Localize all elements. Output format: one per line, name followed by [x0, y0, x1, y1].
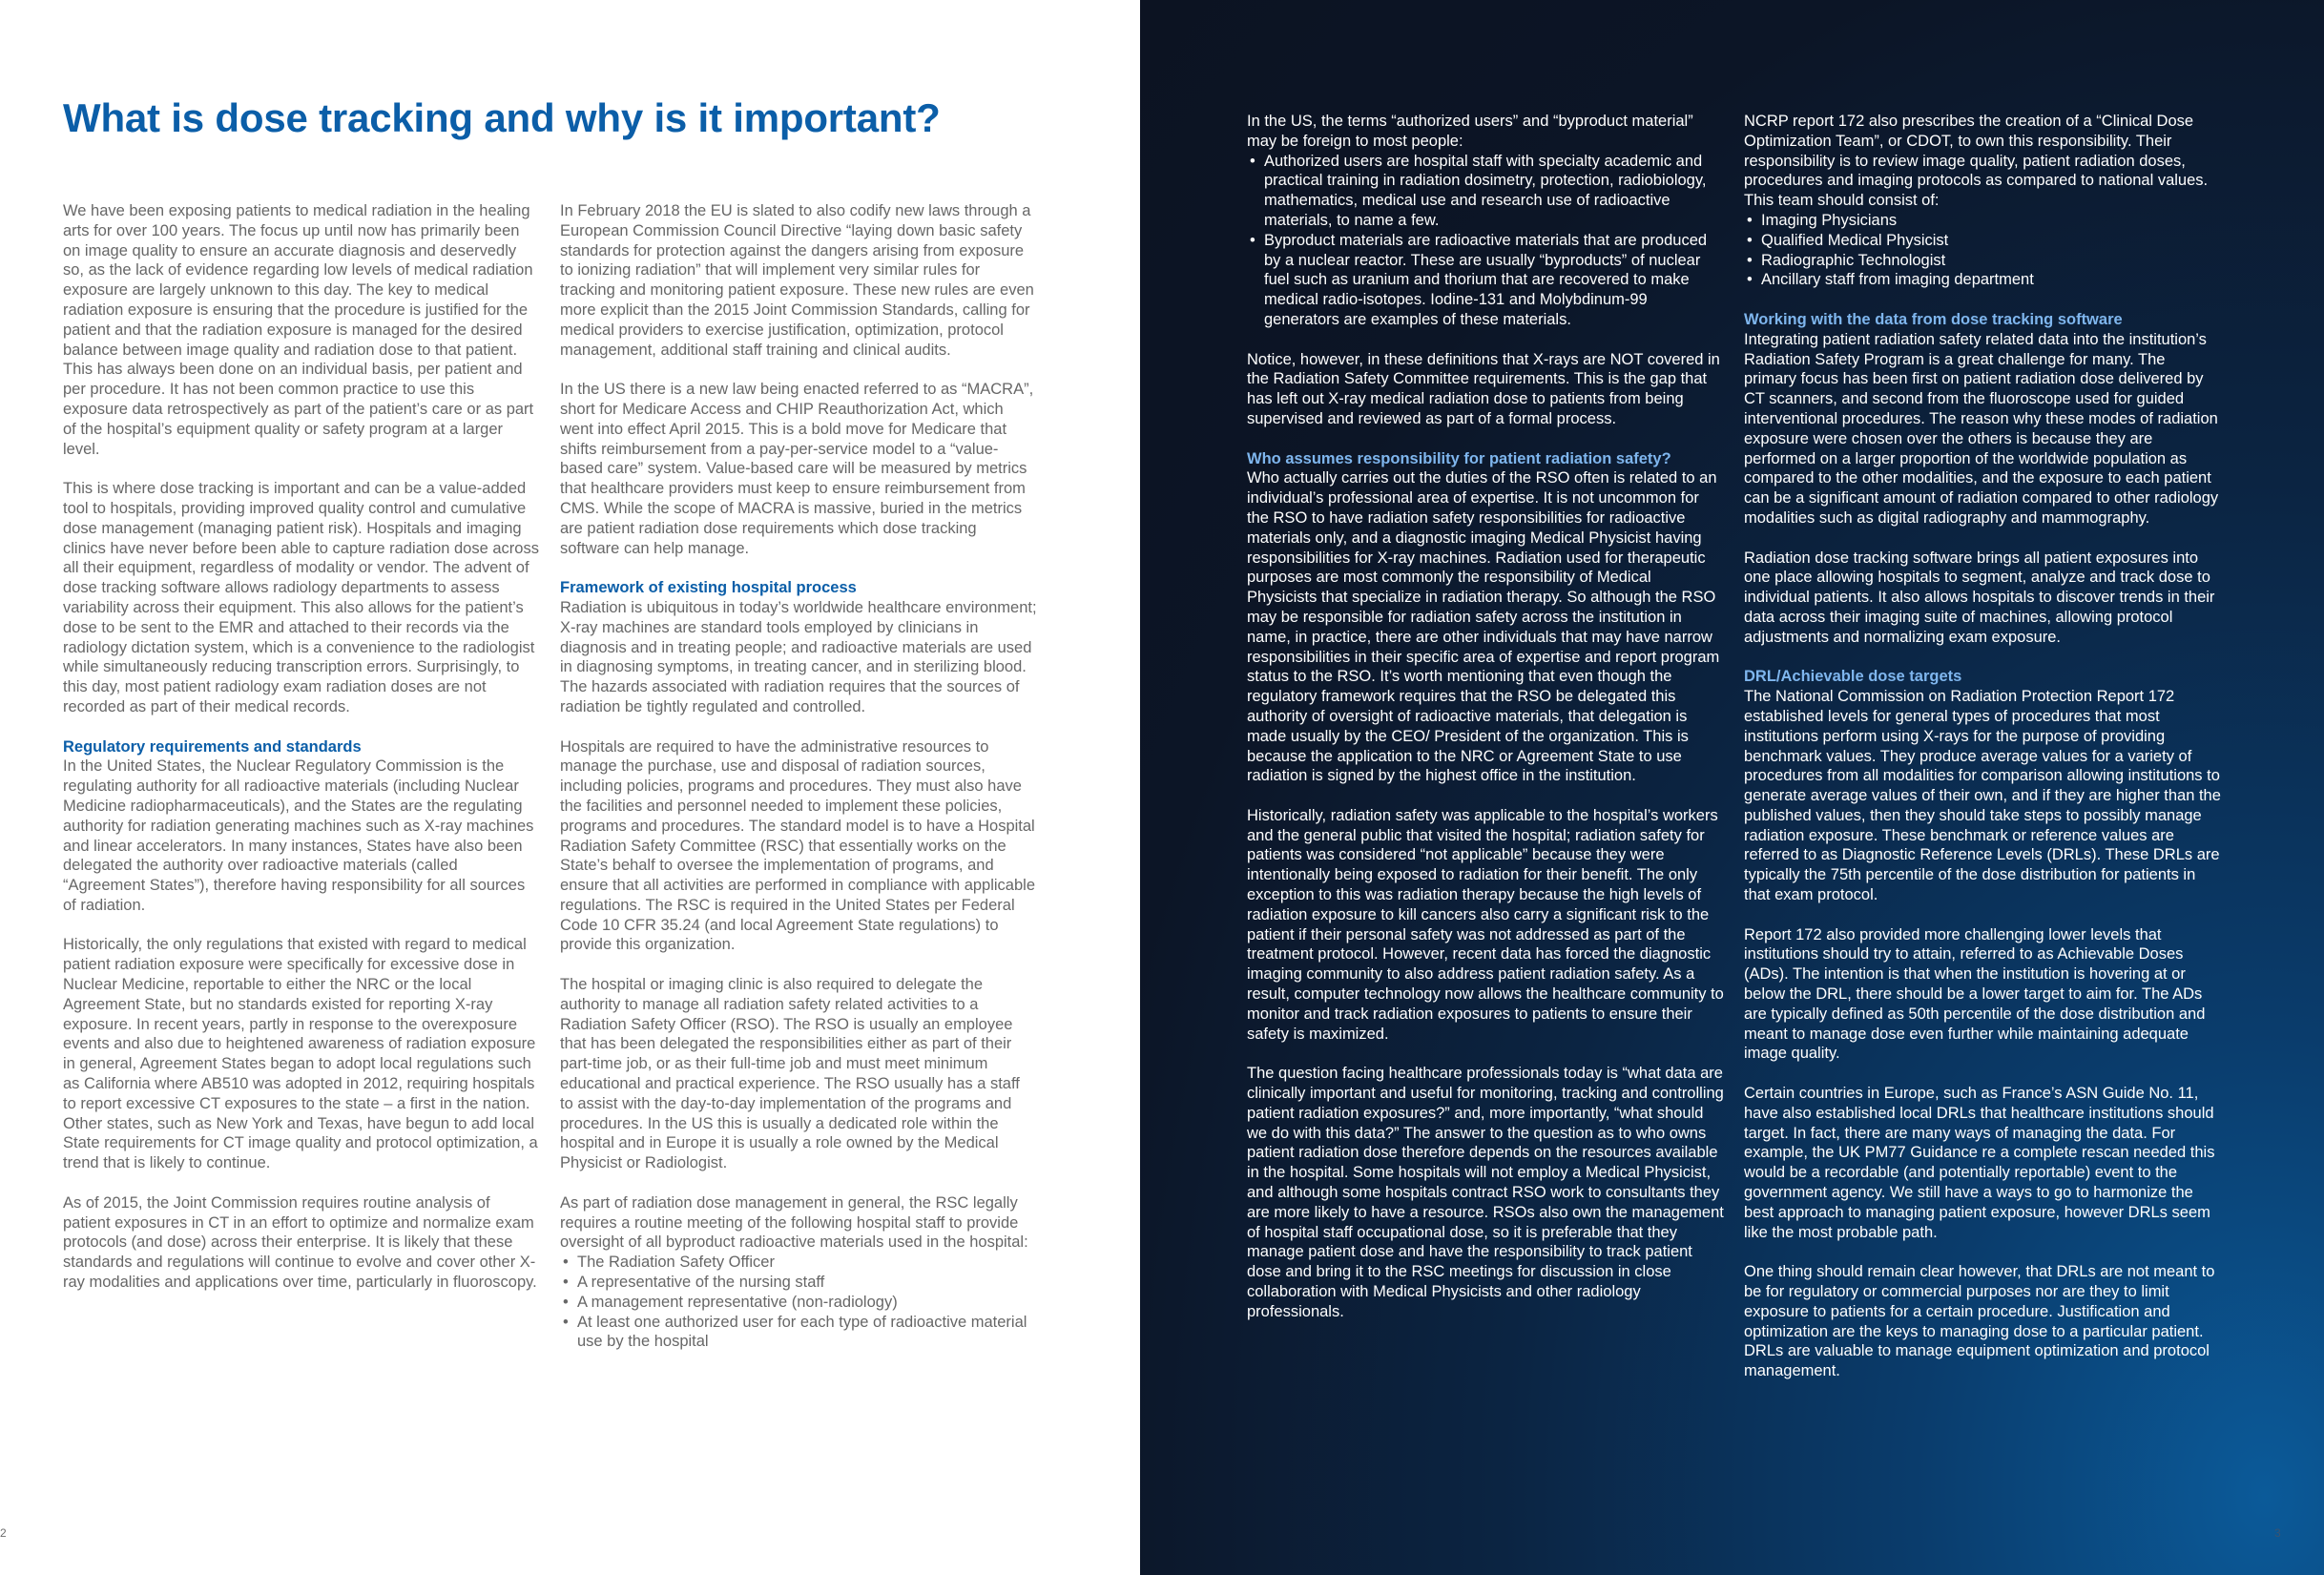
paragraph: Integrating patient radiation safety related data into the institution’s Radiation Safety Program is a great challenge for many. The primary focus has been first on patient radiation dose delivered by CT scanners, and second from the fluoroscope used for guided interventional procedures. The reason why these modes of radiation exposure were chosen over the others is because they are performed on a larger proportion of the worldwide population as compared to the other modalities, and the exposure to each patient can be a significant amount of radiation compared to other radiology modalities such as digital radiography and mammography.: [1744, 330, 2219, 527]
list-item: • The Radiation Safety Officer: [560, 1253, 1037, 1273]
paragraph: Who actually carries out the duties of the RSO often is related to an individual’s professional area of expertise. It is not uncommon for the RSO to have radiation safety responsibilities for radioactive materials only, and a diagnostic imaging Medical Physicist having responsibilities for X-ray machines. Radiation used for therapeutic purposes are most commonly the responsibility of Medical Physicists that specialize in radiation therapy. So although the RSO may be responsible for radiation safety across the institution in name, in practice, there are other individuals that may have narrow responsibilities in their specific area of expertise and report program status to the RSO. It’s worth mentioning that even though the regulatory framework requires that the RSO be delegated this authority of oversight of radioactive materials, that delegation is made usually by the CEO/ President of the organization. This is because the application to the NRC or Agreement State to use radiation is signed by the highest office in the institution.: [1247, 469, 1720, 785]
paragraph: Radiation dose tracking software brings all patient exposures into one place allowing hospitals to segment, analyze and track dose to individual patients. It also allows hospitals to discover trends in their data across their imaging suite of machines, allowing protocol adjustments and normalizing exam exposure.: [1744, 549, 2215, 646]
paragraph: Historically, the only regulations that existed with regard to medical patient radiation exposure were specifically for excessive dose in Nuclear Medicine, reportable to either the NRC or the local Agreement State, but no standards existed for reporting X-ray exposure. In recent years, partly in response to the overexposure events and also due to heightened awareness of radiation exposure in general, Agreement States began to adopt local regulations such as California where AB510 was adopted in 2012, requiring hospitals to report excessive CT exposures to the state – a first in the nation. Other states, such as New York and Texas, have begun to add local State requirements for CT image quality and protocol optimization, a trend that is likely to continue.: [63, 936, 538, 1172]
paragraph: This is where dose tracking is important and can be a value-added tool to hospitals, providing improved quality control and cumulative dose management (managing patient risk). Hospitals and imaging clinics have never before been able to capture radiation dose across all their equipment, regardless of modality or vendor. The advent of dose tracking software allows radiology departments to assess variability across their equipment. This also allows for the patient’s dose to be sent to the EMR and attached to their records via the radiology dictation system, which is a convenience to the radiologist while simultaneously reducing transcription errors. Surprisingly, to this day, most patient radiology exam radiation doses are not recorded as part of their medical records.: [63, 480, 539, 715]
rsc-members-list: [560, 1253, 1037, 1352]
cdot-members-list: [1744, 211, 2221, 290]
section-heading-who: Who assumes responsibility for patient radiation safety?: [1247, 449, 1671, 467]
paragraph: Radiation is ubiquitous in today’s worldwide healthcare environment; X-ray machines are standard tools employed by clinicians in diagnosis and in treating people; and radioactive materials are used in diagnosing symptoms, in treating cancer, and in sterilizing blood. The hazards associated with radiation requires that the sources of radiation be tightly regulated and controlled.: [560, 598, 1037, 715]
paragraph: Hospitals are required to have the administrative resources to manage the purchase, use and disposal of radiation sources, including policies, programs and procedures. They must also have the facilities and personnel needed to implement these policies, programs and procedures. The standard model is to have a Hospital Radiation Safety Committee (RSC) that essentially works on the State’s behalf to oversee the implementation of programs, and ensure that all activities are performed in compliance with applicable regulations. The RSC is required in the United States per Federal Code 10 CFR 35.24 (and local Agreement State regulations) to provide this organization.: [560, 737, 1036, 954]
list-item: • Byproduct materials are radioactive materials that are produced by a nuclear reactor. These are usually “byproducts” of nuclear fuel such as uranium and thorium that are recovered to make medical radio-isotopes. Iodine-131 and Molybdinum-99 generators are examples of these materials.: [1247, 231, 1724, 330]
section-heading-drl: DRL/Achievable dose targets: [1744, 668, 1962, 686]
paragraph: In the US, the terms “authorized users” and “byproduct material” may be foreign to most people:: [1247, 113, 1693, 150]
section-heading-regulatory: Regulatory requirements and standards: [63, 737, 362, 756]
list-item: • A management representative (non-radiology): [560, 1293, 1037, 1313]
page-number-right: 3: [2274, 1526, 2281, 1540]
paragraph: The hospital or imaging clinic is also required to delegate the authority to manage all radiation safety related activities to a Radiation Safety Officer (RSO). The RSO is usually an employee that has been delegated the responsibilities either as part of their part-time job, or as their full-time job and must meet minimum educational and practical experience. The RSO usually has a staff to assist with the day-to-day implementation of the programs and procedures. In the US this is usually a dedicated role within the hospital and in Europe it is usually a role owned by the Medical Physicist or Radiologist.: [560, 976, 1020, 1172]
paragraph: As of 2015, the Joint Commission requires routine analysis of patient exposures in CT in an effort to optimize and normalize exam protocols (and dose) across their enterprise. It is likely that these standards and regulations will continue to evolve and cover other X-ray modalities and applications over time, particularly in fluoroscopy.: [63, 1193, 537, 1292]
list-item: • A representative of the nursing staff: [560, 1273, 1037, 1293]
paragraph: Historically, radiation safety was applicable to the hospital’s workers and the general public that visited the hospital; radiation safety for patients was considered “not applicable” because they were intentionally being exposed to radiation for their benefit. The only exception to this was radiation therapy because the high levels of radiation exposure to kill cancers also carry a significant risk to the patient if their personal safety was not addressed as part of the treatment protocol. However, recent data has forced the diagnostic imaging community to also address patient radiation safety. As a result, computer technology now allows the healthcare community to monitor and track radiation exposures to patients to ensure their safety is maximized.: [1247, 806, 1724, 1043]
paragraph: Report 172 also provided more challenging lower levels that institutions should try to attain, referred to as Achievable Doses (ADs). The intention is that when the institution is hovering at or below the DRL, there should be a lower target to aim for. The ADs are typically defined as 50th percentile of the dose distribution and meant to manage dose even further while maintaining adequate image quality.: [1744, 925, 2206, 1063]
paragraph: In the United States, the Nuclear Regulatory Commission is the regulating authority for all radioactive materials (including Nuclear Medicine radiopharmaceuticals), and the States are the regulating authority for radiation generating machines such as X-ray machines and linear accelerators. In many instances, States have also been delegated the authority over radioactive materials (called “Agreement States”), therefore having responsibility for all sources of radiation.: [63, 757, 534, 914]
paragraph: Certain countries in Europe, such as France’s ASN Guide No. 11, have also established local DRLs that healthcare institutions should target. In fact, there are many ways of managing the data. For example, the UK PM77 Guidance re a complete rescan needed this would be a recordable (and potentially reportable) event to the government agency. We still have a ways to go to harmonize the best approach to managing patient exposure, however DRLs seem like the most probable path.: [1744, 1085, 2215, 1241]
list-item: • Ancillary staff from imaging department: [1744, 270, 2221, 290]
paragraph: The National Commission on Radiation Protection Report 172 established levels for general types of procedures that most institutions perform using X-rays for the purpose of providing benchmark values. They produce average values for a variety of procedures from all modalities for comparison allowing institutions to generate average values of their own, and if they are higher than the published values, then they should take steps to possibly manage radiation exposure. These benchmark or reference values are referred to as Diagnostic Reference Levels (DRLs). These DRLs are typically the 75th percentile of the dose distribution for patients in that exam protocol.: [1744, 688, 2221, 904]
section-heading-framework: Framework of existing hospital process: [560, 579, 857, 597]
page-title: What is dose tracking and why is it important?: [63, 95, 941, 140]
list-item: • At least one authorized user for each type of radioactive material use by the hospital: [560, 1313, 1037, 1353]
page-number-left: 2: [0, 1526, 7, 1540]
paragraph: The question facing healthcare professionals today is “what data are clinically important and useful for monitoring, tracking and controlling patient radiation exposures?” and, more importantly, “what should we do with this data?” The answer to the question as to who owns patient radiation dose therefore depends on the resources available in the hospital. Some hospitals will not employ a Medical Physicist, and although some hospitals contract RSO work to consultants they are more likely to have a resource. RSOs also own the management of hospital staff occupational dose, so it is preferable that they manage patient dose and have the responsibility to track patient dose and bring it to the RSC meetings for discussion in close collaboration with Medical Physicists and other radiology professionals.: [1247, 1065, 1724, 1320]
paragraph: We have been exposing patients to medical radiation in the healing arts for over 100 years. The focus up until now has primarily been on image quality to ensure an accurate diagnosis and deservedly so, as the lack of evidence regarding low levels of medical radiation exposure are largely unknown to this day. The key to medical radiation exposure is ensuring that the procedure is justified for the patient and that the radiation exposure is managed for the desired balance between image quality and radiation dose to that patient. This has always been done on an individual basis, per patient and per procedure. It has not been common practice to use this exposure data retrospectively as part of the patient’s care or as part of the hospital’s equipment quality or safety program at a larger level.: [63, 202, 534, 458]
list-item: • Radiographic Technologist: [1744, 251, 2221, 271]
section-heading-working: Working with the data from dose tracking software: [1744, 310, 2123, 328]
paragraph: NCRP report 172 also prescribes the creation of a “Clinical Dose Optimization Team”, or CDOT, to own this responsibility. Their responsibility is to review image quality, patient radiation doses, procedures and imaging protocols as compared to national values. This team should consist of:: [1744, 113, 2209, 210]
right-column-1: [1247, 112, 1724, 1341]
right-column-2: [1744, 112, 2221, 1401]
list-item: • Qualified Medical Physicist: [1744, 231, 2221, 251]
paragraph: Notice, however, in these definitions that X-rays are NOT covered in the Radiation Safety Committee requirements. This is the gap that has left out X-ray medical radiation dose to patients from being supervised and reviewed as part of a formal process.: [1247, 350, 1720, 427]
definitions-list: [1247, 152, 1724, 330]
list-item: • Authorized users are hospital staff with specialty academic and practical training in radiation dosimetry, protection, radiobiology, mathematics, medical use and research use of radioactive materials, to name a few.: [1247, 152, 1724, 231]
left-column-2: [560, 201, 1037, 1372]
paragraph: One thing should remain clear however, that DRLs are not meant to be for regulatory or commercial purposes nor are they to limit exposure to patients for a certain procedure. Justification and optimization are the keys to managing dose to a particular patient. DRLs are valuable to manage equipment optimization and protocol management.: [1744, 1263, 2215, 1380]
left-column-1: [63, 201, 540, 1313]
paragraph: As part of radiation dose management in general, the RSC legally requires a routine meeting of the following hospital staff to provide oversight of all byproduct radioactive materials used in the hospital:: [560, 1193, 1028, 1252]
paragraph: In the US there is a new law being enacted referred to as “MACRA”, short for Medicare Access and CHIP Reauthorization Act, which went into effect April 2015. This is a bold move for Medicare that shifts reimbursement from a pay-per-service model to a “value-based care” system. Value-based care will be measured by metrics that healthcare providers must keep to ensure reimbursement from CMS. While the scope of MACRA is massive, buried in the metrics are patient radiation dose requirements which dose tracking software can help manage.: [560, 381, 1034, 557]
paragraph: In February 2018 the EU is slated to also codify new laws through a European Commission Council Directive “laying down basic safety standards for protection against the dangers arising from exposure to ionizing radiation” that will implement very similar rules for tracking and monitoring patient exposure. These new rules are even more explicit than the 2015 Joint Commission Standards, calling for medical providers to exercise justification, optimization, protocol management, additional staff training and clinical audits.: [560, 202, 1034, 359]
list-item: • Imaging Physicians: [1744, 211, 2221, 231]
